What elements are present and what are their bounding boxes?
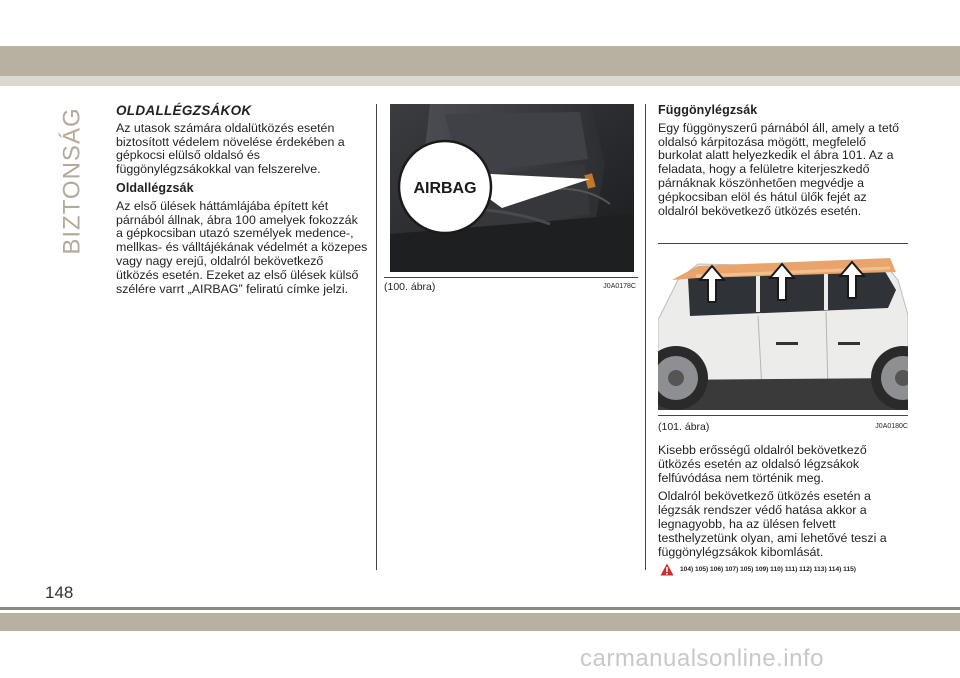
figure-100-caption: (100. ábra) [384, 281, 436, 293]
warning-references-text: 104) 105) 106) 107) 105) 109) 110) 111) 112) 113) 114) 115) [680, 565, 856, 573]
figure-100-code: J0A0178C [603, 283, 636, 290]
curtain-airbag-paragraph: Egy függönyszerű párnából áll, amely a tető oldalsó kárpitozása mögött, megfelelő burkolat alatt helyezkedik el ábra 101. Az a feladata, hogy a felületre kiterjeszkedő párnáknak köszönhetően megvédje a gépkocsiban elöl és hátul ülők fejét az oldalról bekövetkező ütközés esetén. [658, 120, 900, 218]
section-heading: OLDALLÉGZSÁKOK [116, 103, 252, 118]
header-band-light [0, 76, 960, 86]
figure-101-code: J0A0180C [875, 423, 908, 430]
curtain-airbag-subheading: Függönylégzsák [658, 103, 758, 117]
seating-position-paragraph: Oldalról bekövetkező ütközés esetén a légzsák rendszer védő hatása akkor a legnagyobb, ha az ülésen felvett testhelyzetünk olyan, ami lehetővé teszi a függönylégzsákok kibomlását. [658, 489, 887, 559]
figure-101-top-rule [658, 243, 908, 244]
figure-100-rule [384, 277, 638, 278]
figure-101-car-curtain-airbag [658, 250, 908, 410]
page-number: 148 [45, 583, 74, 602]
section-side-title-text: BIZTONSÁG [59, 107, 86, 255]
side-airbag-subheading: Oldallégzsák [116, 180, 194, 195]
footer-band [0, 613, 960, 631]
figure-101-rule [658, 415, 908, 416]
figure-100-airbag-label: AIRBAG [413, 180, 477, 197]
watermark: carmanualsonline.info [580, 645, 824, 672]
warning-references [660, 561, 920, 577]
footer-line [0, 607, 960, 610]
column-1 [116, 104, 368, 301]
section-side-title [53, 96, 93, 266]
column-3 [658, 104, 908, 223]
figure-101-caption: (101. ábra) [658, 421, 710, 433]
column-divider-left [376, 104, 377, 570]
column-3-continued [658, 444, 908, 564]
header-band [0, 46, 960, 76]
intro-paragraph: Az utasok számára oldalütközés esetén biztosított védelem növelése érdekében a gépkocsi elülső oldalsó és függönylégzsákokkal van felszerelve. [116, 120, 345, 177]
warning-triangle-icon [660, 563, 674, 576]
figure-100-seat-airbag [390, 104, 634, 272]
column-divider-right [645, 104, 646, 570]
side-airbag-paragraph: Az első ülések háttámlájába épített két párnából állnak, ábra 100 amelyek fokozzák a gépkocsiban utazó személyek medence-, mellkas- és válltájékának védelmét a közepes vagy nagy erejű, oldalról bekövetkező ütközés esetén. Ezeket az első ülések külső szélére varrt „AIRBAG” feliratú címke jelzi. [116, 198, 368, 296]
minor-impact-paragraph: Kisebb erősségű oldalról bekövetkező ütközés esetén az oldalsó légzsákok felfúvódása nem történik meg. [658, 443, 867, 485]
